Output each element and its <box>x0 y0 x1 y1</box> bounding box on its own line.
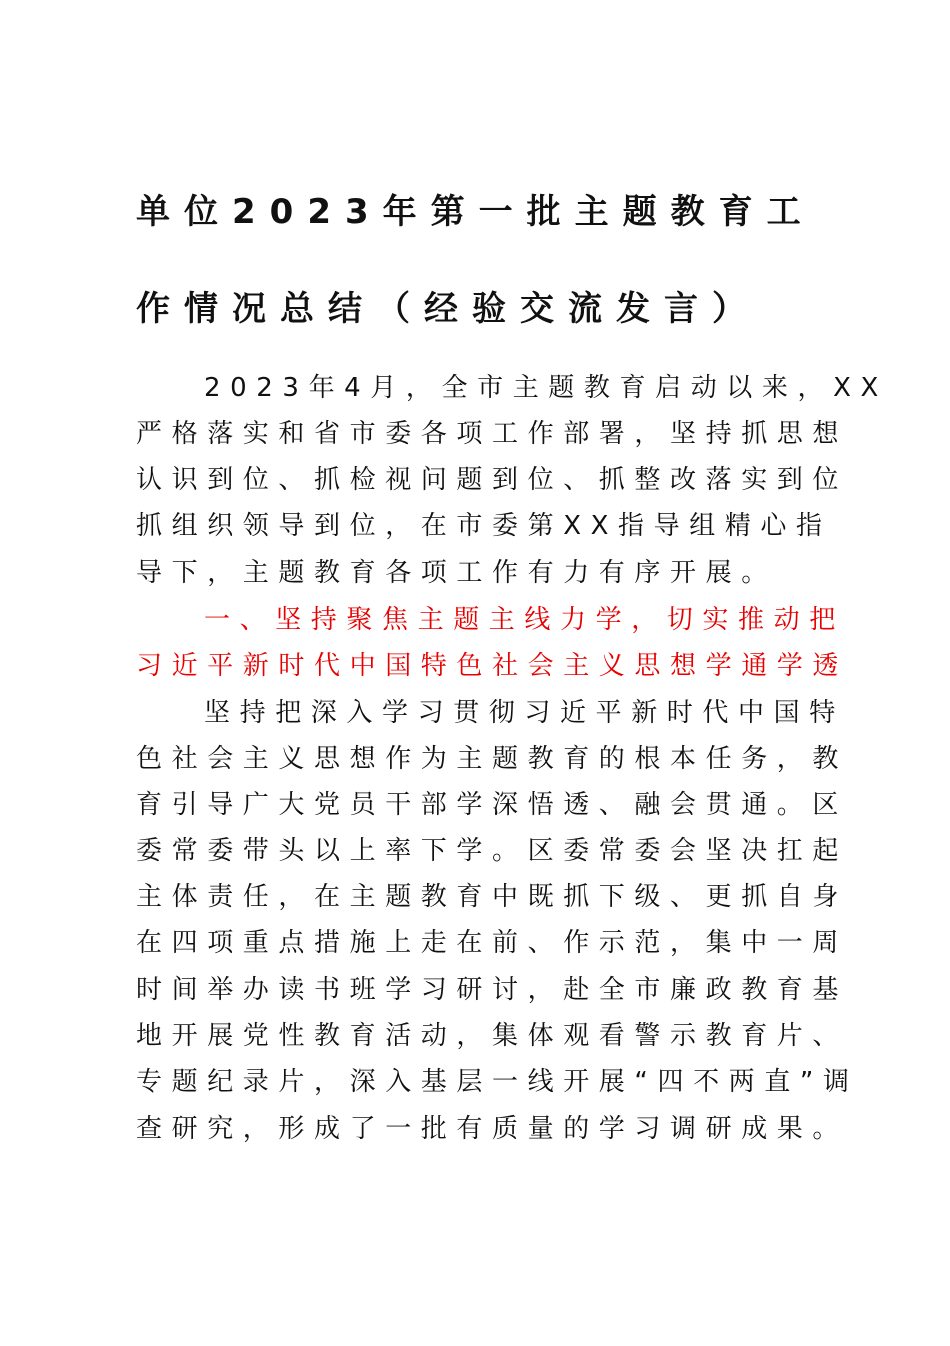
document-title-line-1: 单位2023年第一批主题教育工 <box>136 192 815 232</box>
intro-line-4: 抓组织领导到位，在市委第XX指导组精心指 <box>136 511 832 541</box>
body-line-8: 地开展党性教育活动，集体观看警示教育片、 <box>136 1021 849 1051</box>
body-line-7: 时间举办读书班学习研讨，赴全市廉政教育基 <box>136 975 849 1005</box>
section-heading-line-1: 一、坚持聚焦主题主线力学，切实推动把 <box>204 605 845 635</box>
body-line-2: 色社会主义思想作为主题教育的根本任务，教 <box>136 744 849 774</box>
intro-line-2: 严格落实和省市委各项工作部署，坚持抓思想 <box>136 419 849 449</box>
intro-line-5: 导下，主题教育各项工作有力有序开展。 <box>136 558 777 588</box>
body-line-6: 在四项重点措施上走在前、作示范，集中一周 <box>136 928 849 958</box>
body-line-3: 育引导广大党员干部学深悟透、融会贯通。区 <box>136 790 849 820</box>
body-line-9: 专题纪录片，深入基层一线开展“四不两直”调 <box>136 1067 859 1097</box>
intro-line-1: 2023年4月，全市主题教育启动以来，XX <box>204 373 888 403</box>
section-heading-line-2: 习近平新时代中国特色社会主义思想学通学透 <box>136 651 849 681</box>
body-line-4: 委常委带头以上率下学。区委常委会坚决扛起 <box>136 836 849 866</box>
body-line-5: 主体责任，在主题教育中既抓下级、更抓自身 <box>136 882 849 912</box>
body-line-1: 坚持把深入学习贯彻习近平新时代中国特 <box>204 698 845 728</box>
document-title-line-2: 作情况总结（经验交流发言） <box>136 289 760 329</box>
intro-line-3: 认识到位、抓检视问题到位、抓整改落实到位 <box>136 465 849 495</box>
body-line-10: 查研究，形成了一批有质量的学习调研成果。 <box>136 1114 849 1144</box>
